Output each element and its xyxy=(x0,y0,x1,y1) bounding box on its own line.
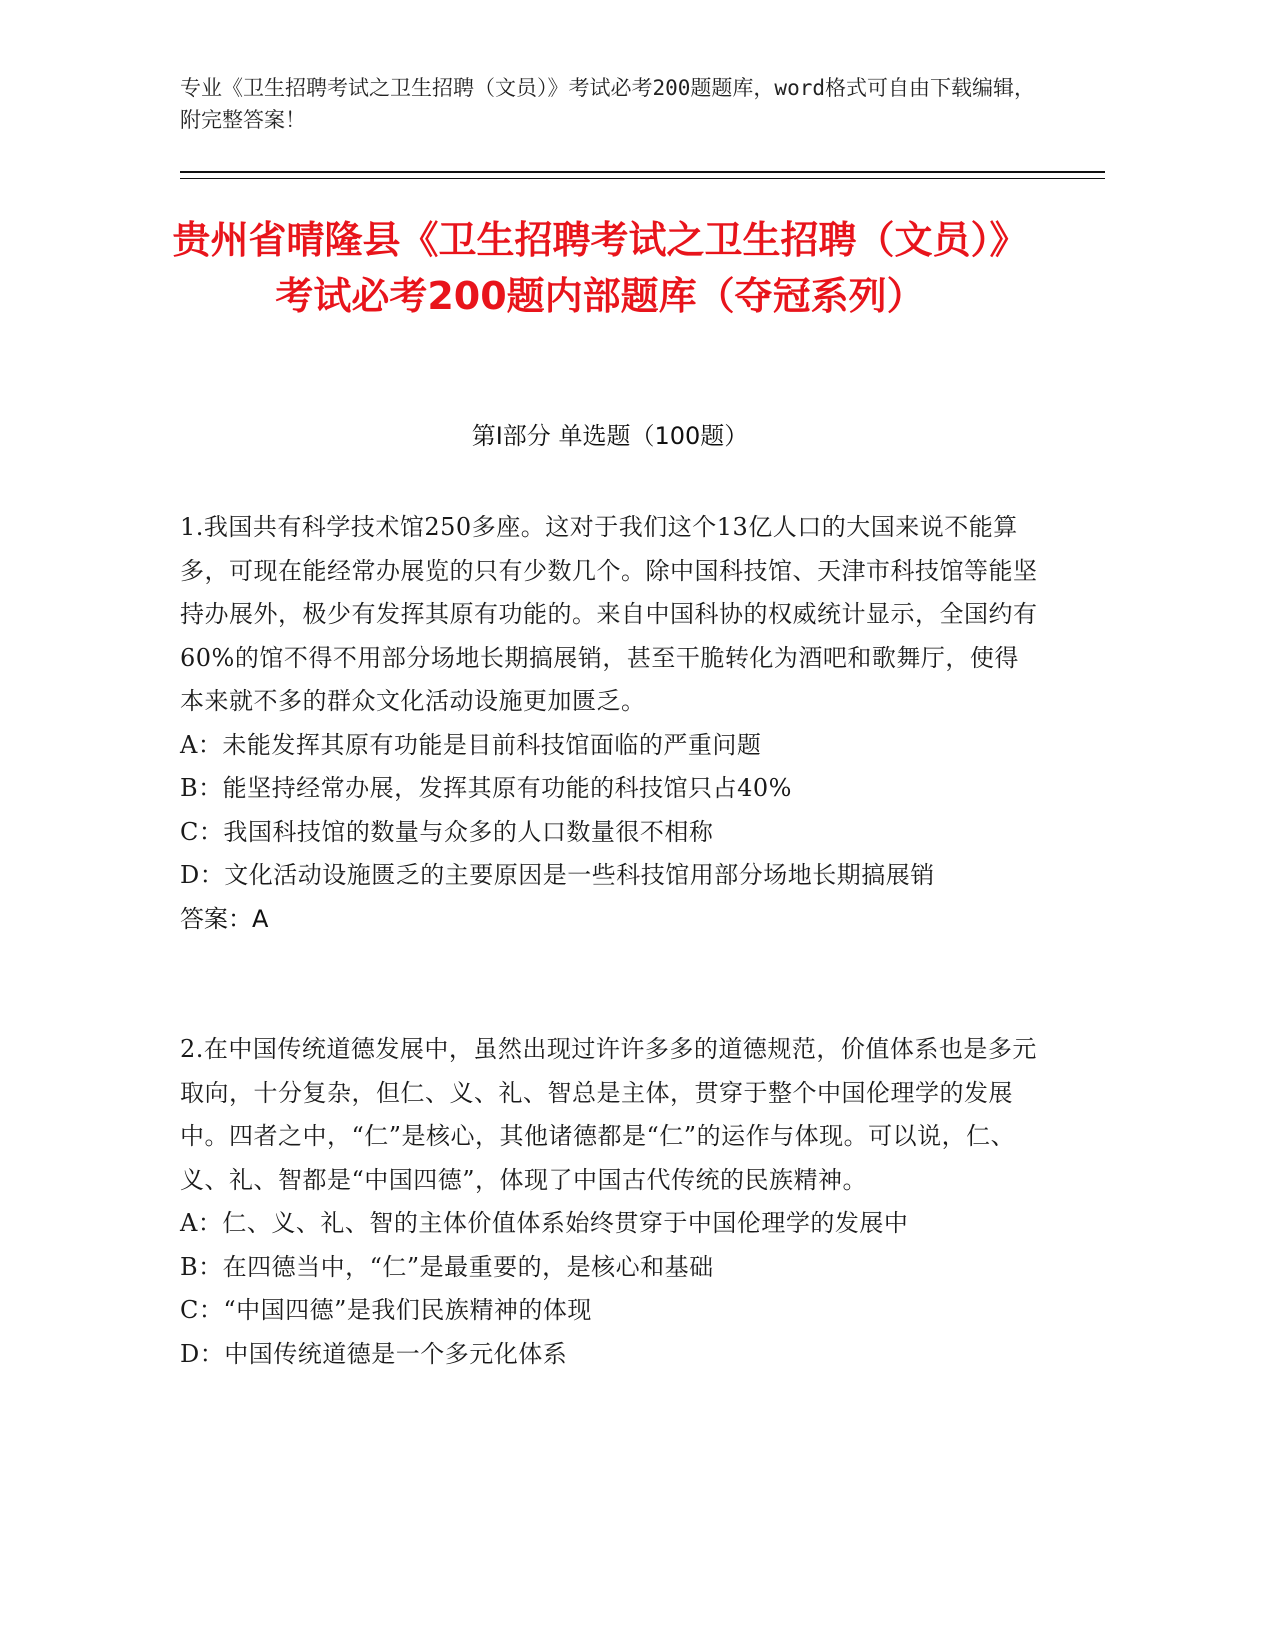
header-note: 专业《卫生招聘考试之卫生招聘（文员）》考试必考200题题库，word格式可自由下载编辑，附完整答案！ xyxy=(180,76,1035,132)
option-c: C：“中国四德”是我们民族精神的体现 xyxy=(180,1296,592,1324)
option-c: C：我国科技馆的数量与众多的人口数量很不相称 xyxy=(180,817,714,846)
option-b: B：在四德当中，“仁”是最重要的，是核心和基础 xyxy=(180,1252,714,1281)
option-d: D：文化活动设施匮乏的主要原因是一些科技馆用部分场地长期搞展销 xyxy=(180,861,935,889)
question-2 xyxy=(180,1028,1040,1376)
section-heading: 第I部分 单选题（100题） xyxy=(471,422,749,450)
option-b: B：能坚持经常办展，发挥其原有功能的科技馆只占40% xyxy=(180,774,792,802)
question-stem: 1.我国共有科学技术馆250多座。这对于我们这个13亿人口的大国来说不能算多，可现在能经常办展览的只有少数几个。除中国科技馆、天津市科技馆等能坚持办展外，极少有发挥其原有功能的。来自中国科协的权威统计显示，全国约有60%的馆不得不用部分场地长期搞展销，甚至干脆转化为酒吧和歌舞厅，使得本来就不多的群众文化活动设施更加匮乏。 xyxy=(180,513,1038,715)
option-a: A：仁、义、礼、智的主体价值体系始终贯穿于中国伦理学的发展中 xyxy=(180,1209,909,1237)
question-1 xyxy=(180,506,1040,941)
document-title: 贵州省晴隆县《卫生招聘考试之卫生招聘（文员）》考试必考200题内部题库（夺冠系列） xyxy=(172,218,1028,318)
header-rule-thick xyxy=(180,171,1105,173)
answer-line: 答案：A xyxy=(180,904,269,933)
header-rule-thin xyxy=(180,178,1105,179)
option-a: A：未能发挥其原有功能是目前科技馆面临的严重问题 xyxy=(180,730,762,759)
option-d: D：中国传统道德是一个多元化体系 xyxy=(180,1339,568,1368)
question-stem: 2.在中国传统道德发展中，虽然出现过许许多多的道德规范，价值体系也是多元取向，十分复杂，但仁、义、礼、智总是主体，贯穿于整个中国伦理学的发展中。四者之中，“仁”是核心，其他诸德都是“仁”的运作与体现。可以说，仁、义、礼、智都是“中国四德”，体现了中国古代传统的民族精神。 xyxy=(180,1035,1037,1194)
